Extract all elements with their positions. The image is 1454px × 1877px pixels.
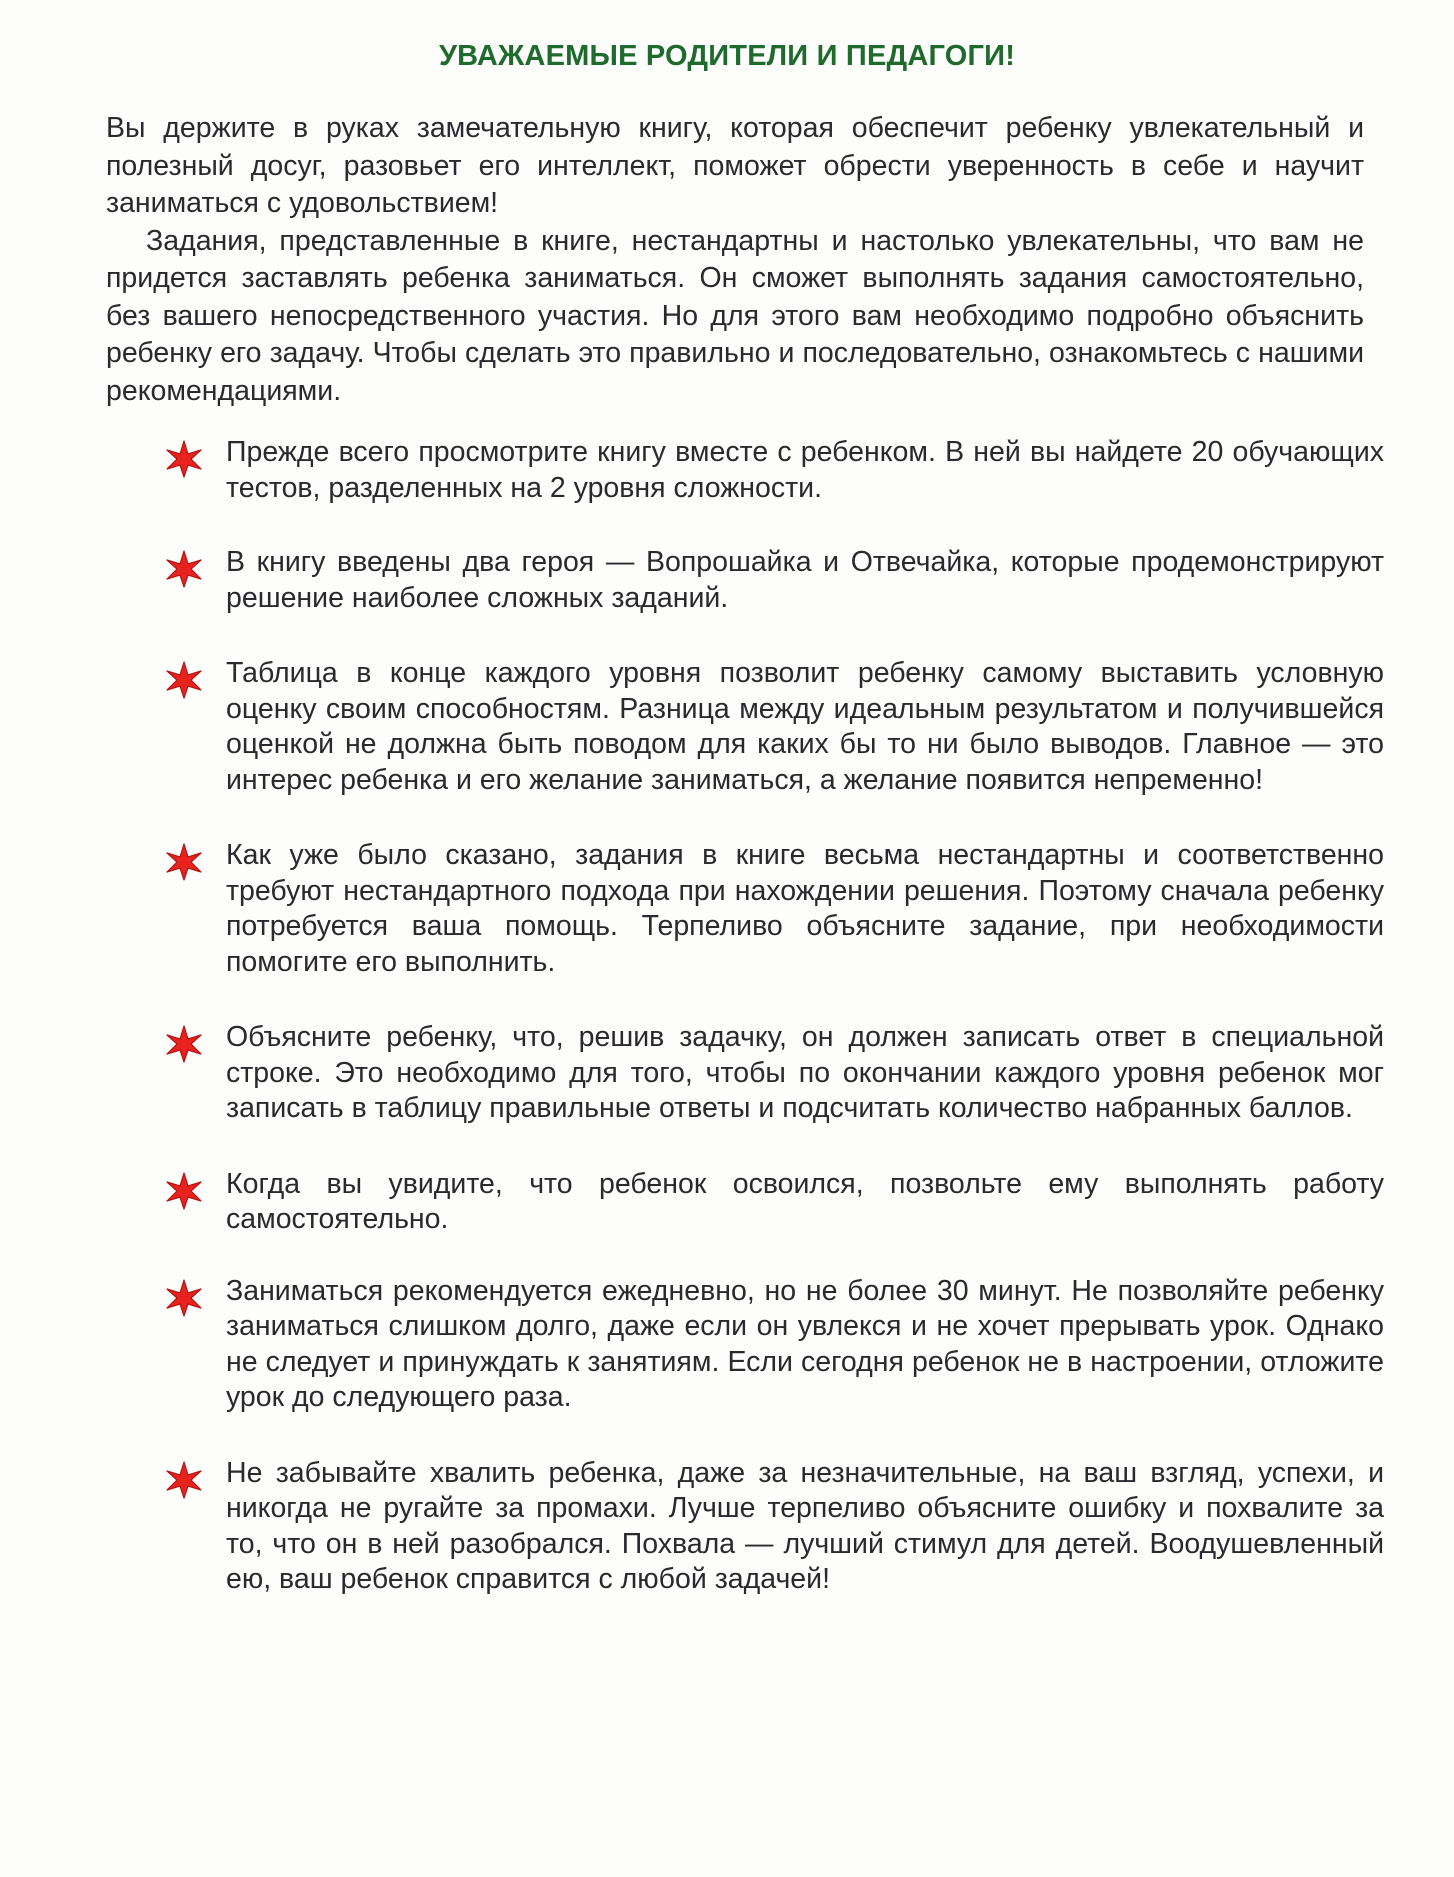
red-star-icon xyxy=(164,439,204,479)
red-star-icon xyxy=(164,660,204,700)
recommendation-text: Не забывайте хвалить ребенка, даже за незначительные, на ваш взгляд, успехи, и никогда не ругайте за промахи. Лучше терпеливо объясните ошибку и похвалите за то, что он в ней разобрался. Похвала — лучший стимул для детей. Воодушевленный ею, ваш ребенок справится с любой задачей! xyxy=(226,1456,1384,1595)
recommendation-item xyxy=(164,656,1384,798)
recommendation-text: Прежде всего просмотрите книгу вместе с ребенком. В ней вы найдете 20 обучающих тестов, разделенных на 2 уровня сложности. xyxy=(226,436,1384,504)
red-star-icon xyxy=(164,1171,204,1211)
intro-section xyxy=(106,110,1364,410)
recommendation-item xyxy=(164,1456,1384,1598)
red-star-icon xyxy=(164,842,204,882)
red-star-icon xyxy=(164,1024,204,1064)
recommendation-item xyxy=(164,838,1384,980)
recommendation-text: Когда вы увидите, что ребенок освоился, позвольте ему выполнять работу самостоятельно. xyxy=(226,1167,1384,1235)
recommendation-text: Заниматься рекомендуется ежедневно, но не более 30 минут. Не позволяйте ребенку заниматься слишком долго, даже если он увлекся и не хочет прерывать урок. Однако не следует и принуждать к занятиям. Если сегодня ребенок не в настроении, отложите урок до следующего раза. xyxy=(226,1274,1384,1413)
recommendation-text: В книгу введены два героя — Вопрошайка и Отвечайка, которые продемонстрируют решение наиболее сложных заданий. xyxy=(226,546,1384,614)
intro-paragraph-1: Вы держите в руках замечательную книгу, которая обеспечит ребенку увлекательный и полезный досуг, разовьет его интеллект, поможет обрести уверенность в себе и научит заниматься с удовольствием! xyxy=(106,112,1364,219)
recommendation-item xyxy=(164,545,1384,616)
recommendation-item xyxy=(164,1020,1384,1127)
page-title: УВАЖАЕМЫЕ РОДИТЕЛИ И ПЕДАГОГИ! xyxy=(438,40,1016,72)
intro-paragraph-2: Задания, представленные в книге, нестандартны и настолько увлекательны, что вам не придется заставлять ребенка заниматься. Он сможет выполнять задания самостоятельно, без вашего непосредственного участия. Но для этого вам необходимо подробно объяснить ребенку его задачу. Чтобы сделать это правильно и последовательно, ознакомьтесь с нашими рекомендациями. xyxy=(106,224,1364,407)
recommendation-item xyxy=(164,435,1384,506)
red-star-icon xyxy=(164,549,204,589)
recommendation-text: Таблица в конце каждого уровня позволит ребенку самому выставить условную оценку своим способностям. Разница между идеальным результатом и получившейся оценкой не должна быть поводом для каких бы то ни было выводов. Главное — это интерес ребенка и его желание заниматься, а желание появится непременно! xyxy=(226,657,1384,796)
recommendation-text: Как уже было сказано, задания в книге весьма нестандартны и соответственно требуют нестандартного подхода при нахождении решения. Поэтому сначала ребенку потребуется ваша помощь. Терпеливо объясните задание, при необходимости помогите его выполнить. xyxy=(226,839,1384,978)
recommendations-list xyxy=(164,435,1384,1598)
recommendation-item xyxy=(164,1167,1384,1238)
red-star-icon xyxy=(164,1278,204,1318)
red-star-icon xyxy=(164,1460,204,1500)
recommendation-text: Объясните ребенку, что, решив задачку, он должен записать ответ в специальной строке. Это необходимо для того, чтобы по окончании каждого уровня ребенок мог записать в таблицу правильные ответы и подсчитать количество набранных баллов. xyxy=(226,1021,1384,1124)
recommendation-item xyxy=(164,1274,1384,1416)
